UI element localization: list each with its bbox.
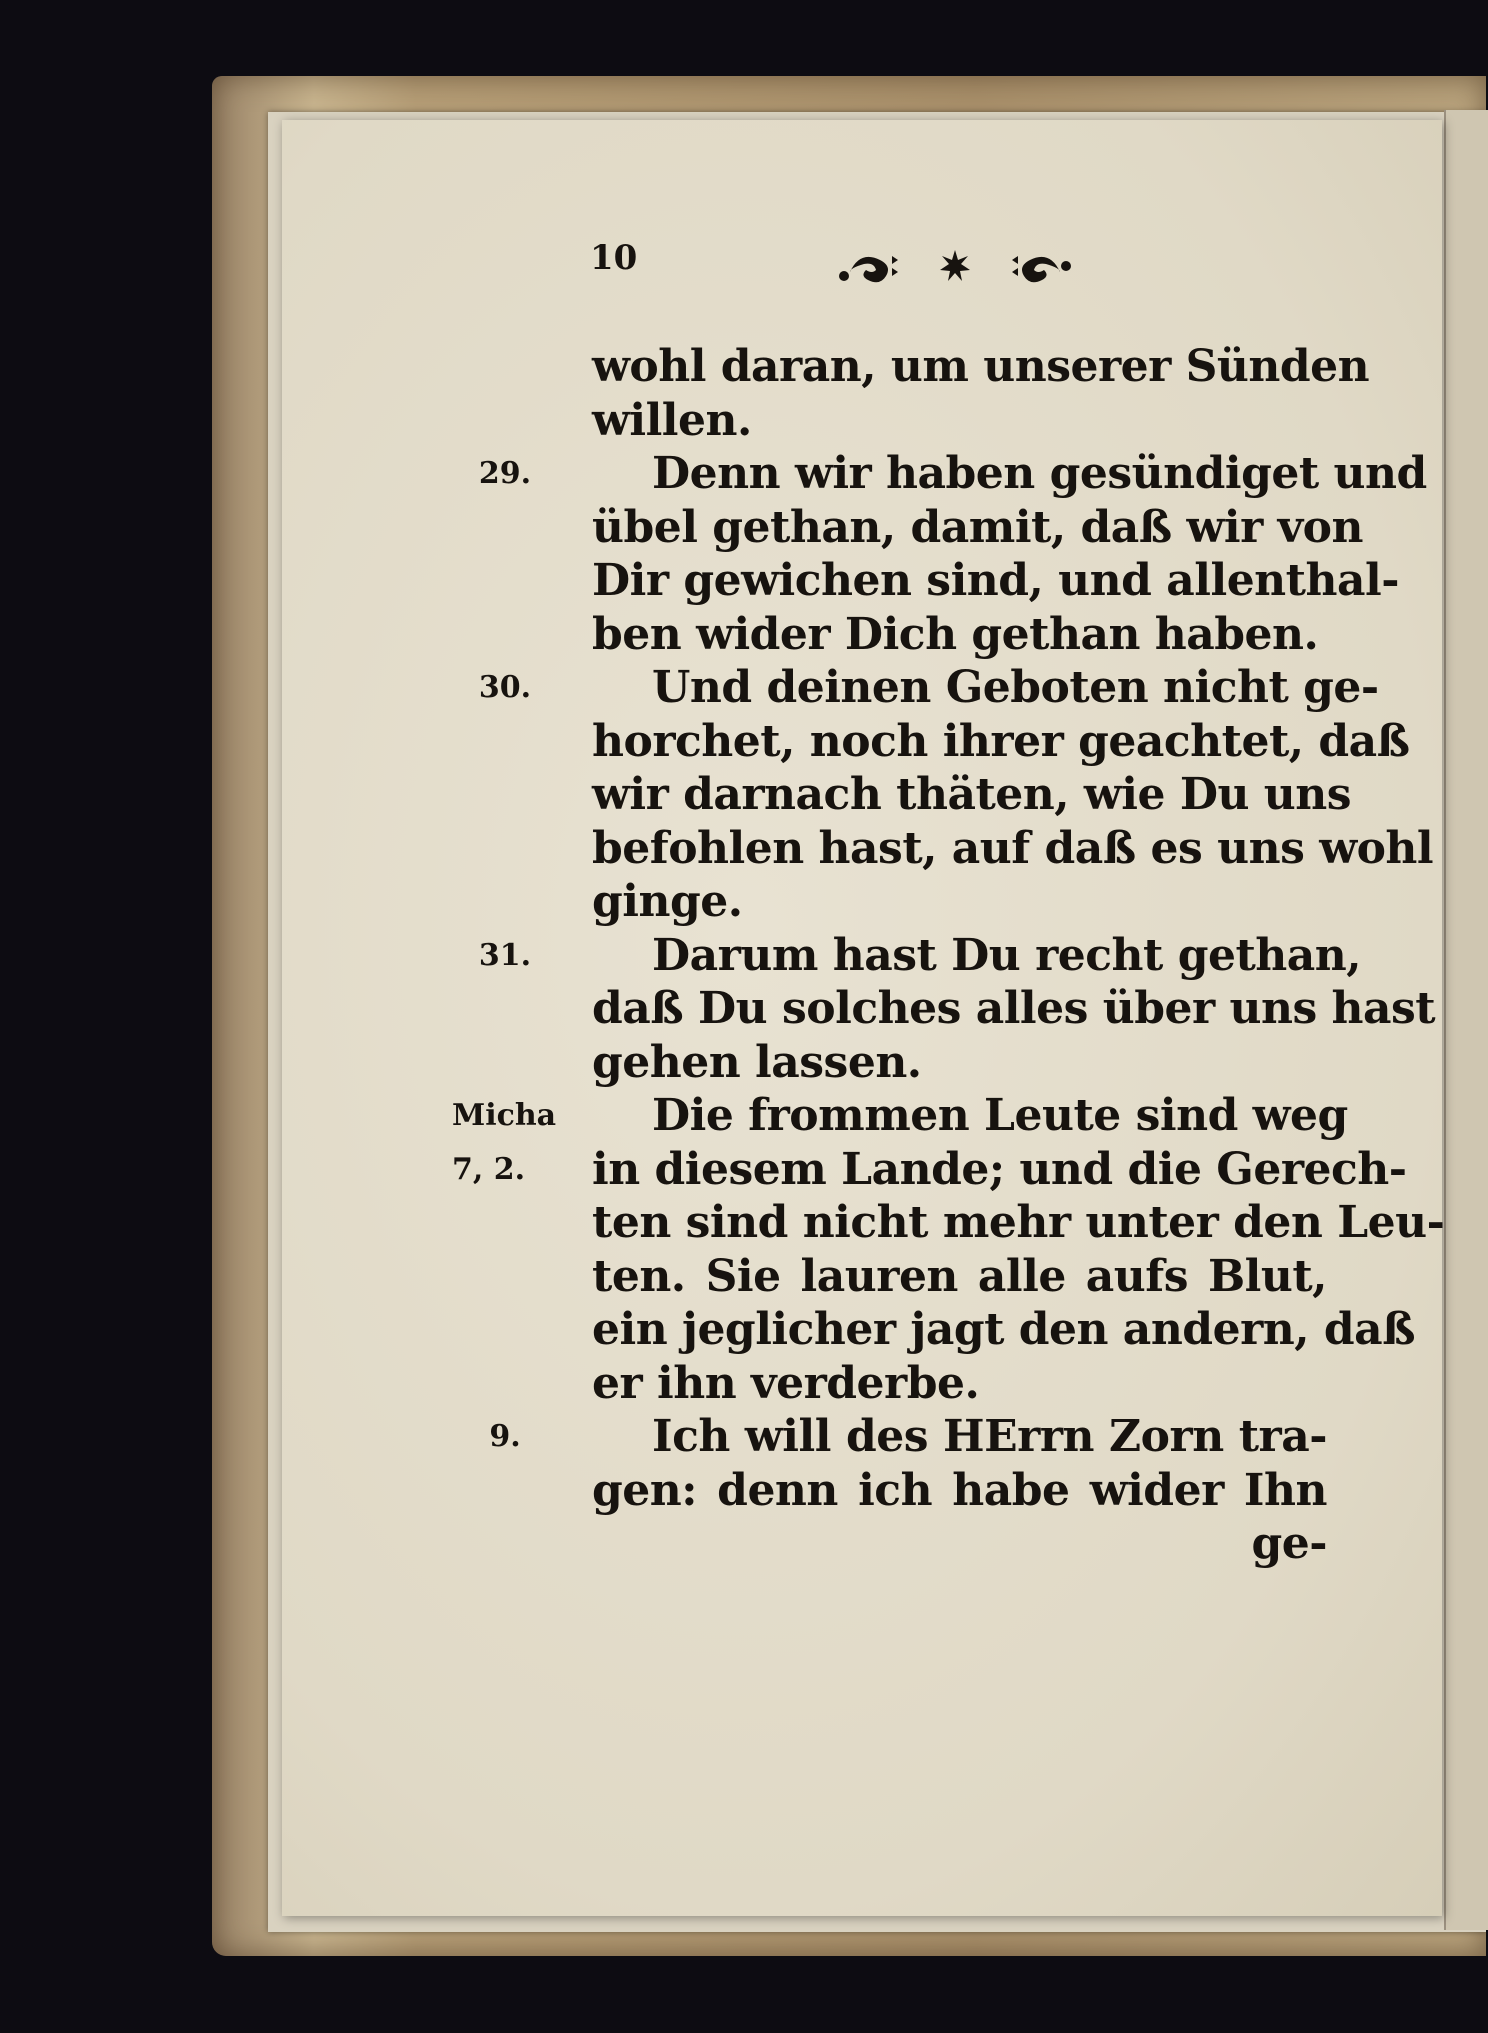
text-line: Die frommen Leute sind weg: [652, 1090, 1348, 1141]
text-line: gehen lassen.: [592, 1036, 922, 1088]
facing-page-edge: [1444, 110, 1488, 1930]
text-line: horchet, noch ihrer geachtet, daß: [592, 715, 1410, 767]
text-line: ben wider Dich gethan haben.: [592, 608, 1319, 660]
text-line: ten. Sie lauren alle aufs Blut,: [592, 1250, 1327, 1302]
header-ornament-icon: [830, 242, 1080, 292]
text-line: ge-: [1251, 1518, 1327, 1569]
text-line: übel gethan, damit, daß wir von: [592, 501, 1364, 553]
verse-number: 30.: [478, 670, 532, 705]
text-line: Dir gewichen sind, und allenthal-: [592, 555, 1399, 606]
verse-number: 29.: [478, 456, 532, 491]
text-line: wohl daran, um unserer Sünden: [592, 341, 1370, 392]
text-line: wir darnach thäten, wie Du uns: [592, 769, 1352, 820]
text-line: ein jeglicher jagt den andern, daß: [592, 1304, 1416, 1355]
text-line: Ich will des HErrn Zorn tra-: [652, 1411, 1327, 1462]
page-header: [590, 238, 1090, 298]
text-line: er ihn verderbe.: [592, 1357, 980, 1409]
scripture-reference: 7, 2.: [452, 1151, 526, 1187]
verse-number: 31.: [478, 937, 532, 973]
text-line: in diesem Lande; und die Gerech-: [592, 1143, 1407, 1195]
text-line: ginge.: [592, 876, 743, 927]
text-line: ten sind nicht mehr unter den Leu-: [592, 1197, 1445, 1248]
page-number: 10: [590, 238, 638, 278]
text-line: befohlen hast, auf daß es uns wohl: [592, 822, 1434, 874]
verse-number: 9.: [489, 1419, 521, 1454]
text-line: daß Du solches alles über uns hast: [592, 983, 1436, 1034]
scripture-reference: Micha: [452, 1098, 557, 1133]
text-line: gen: denn ich habe wider Ihn: [592, 1464, 1327, 1516]
text-line: Und deinen Geboten nicht ge-: [652, 662, 1379, 713]
text-line: Darum hast Du recht gethan,: [652, 929, 1362, 981]
text-line: Denn wir haben gesündiget und: [652, 448, 1427, 499]
body-text: [592, 340, 1445, 1571]
text-line: willen.: [592, 394, 752, 446]
